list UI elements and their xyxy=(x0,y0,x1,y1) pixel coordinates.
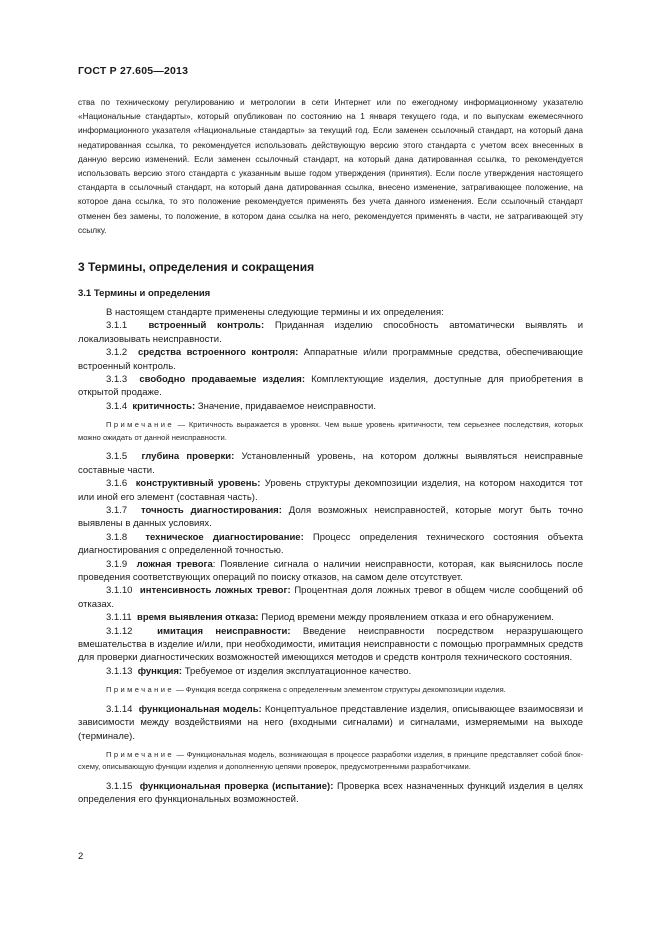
term-number: 3.1.1 xyxy=(106,320,128,332)
document-header: ГОСТ Р 27.605—2013 xyxy=(78,65,189,77)
term-name: имитация неисправности: xyxy=(157,625,291,637)
term-definition: Аппаратные и/или программные средства, обеспечивающие встроенный контроль. xyxy=(78,347,584,372)
term-name: интенсивность ложных тревог: xyxy=(139,585,291,597)
term-number: 3.1.9 xyxy=(106,558,128,570)
term-3-1-2 xyxy=(78,346,583,373)
term-number: 3.1.8 xyxy=(106,531,128,543)
term-3-1-7 xyxy=(78,504,583,531)
term-number: 3.1.5 xyxy=(106,451,128,463)
lead-paragraph: В настоящем стандарте применены следующие термины и их определения: xyxy=(106,307,444,319)
document-body xyxy=(78,95,583,807)
term-name: функциональная проверка (испытание): xyxy=(139,780,334,792)
term-number: 3.1.14 xyxy=(106,703,133,715)
term-definition: Приданная изделию способность автоматически выявлять и локализовывать неисправности. xyxy=(78,320,583,345)
page-number: 2 xyxy=(78,851,84,862)
term-definition: Процентная доля ложных тревог в общем числе сообщений об отказах. xyxy=(78,585,583,610)
term-number: 3.1.2 xyxy=(106,347,128,359)
note-3-1-14 xyxy=(78,749,583,774)
term-definition: Требуемое от изделия эксплуатационное качество. xyxy=(184,665,412,677)
term-definition: Проверка всех назначенных функций изделия в целях определения его функциональных возможностей. xyxy=(78,780,584,806)
term-number: 3.1.12 xyxy=(106,625,133,637)
term-name: свободно продаваемые изделия: xyxy=(139,374,306,386)
term-name: ложная тревога xyxy=(136,558,213,570)
term-number: 3.1.3 xyxy=(106,374,128,386)
term-3-1-6 xyxy=(78,477,583,504)
note-label: Примечание xyxy=(106,685,174,695)
term-number: 3.1.4 xyxy=(106,400,128,412)
term-3-1-14 xyxy=(78,703,583,743)
term-name: время выявления отказа: xyxy=(137,612,259,624)
term-3-1-1 xyxy=(78,319,583,346)
term-definition: Уровень структуры декомпозиции изделия, на котором находится тот или иной его элемент (составная часть). xyxy=(78,478,584,503)
term-definition: Значение, придаваемое неисправности. xyxy=(197,400,376,412)
note-text: — Критичность выражается в уровнях. Чем выше уровень критичности, тем серьезнее последствия, которых можно ожидать от данной неисправности. xyxy=(78,420,583,442)
note-text: — Функция всегда сопряжена с определенным элементом структуры декомпозиции изделия. xyxy=(176,685,506,695)
section-title: 3 Термины, определения и сокращения xyxy=(78,260,315,275)
term-name: точность диагностирования: xyxy=(140,504,282,516)
term-number: 3.1.13 xyxy=(106,665,133,677)
term-name: критичность: xyxy=(132,400,196,412)
note-3-1-13 xyxy=(78,684,583,697)
term-definition: Введение неисправности посредством неразрушающего вмешательства в изделие и/или, при необходимости, имитация неисправности с помощью программных средств для проверки диагностических возможностей имеющихся методов и средств контроля технического состояния. xyxy=(78,625,583,664)
term-definition: Доля возможных неисправностей, которые могут быть точно выявлены в данных условиях. xyxy=(78,504,584,530)
term-definition: Установленный уровень, на котором должны выявляться неисправные составные части. xyxy=(78,451,583,476)
note-label: Примечание xyxy=(106,749,174,759)
term-name: встроенный контроль: xyxy=(148,320,265,332)
term-name: функциональная модель: xyxy=(138,703,262,715)
term-3-1-13 xyxy=(78,665,583,678)
term-3-1-10 xyxy=(78,584,583,611)
term-name: глубина проверки: xyxy=(141,451,235,463)
term-number: 3.1.6 xyxy=(106,478,128,490)
note-label: Примечание xyxy=(106,420,174,430)
note-text: — Функциональная модель, возникающая в процессе разработки изделия, в принципе представляет собой блок-схему, описывающую функции изделия и дополненную цепями проверок, предусмотренными разработчиками. xyxy=(78,749,583,772)
term-number: 3.1.10 xyxy=(106,585,133,597)
term-number: 3.1.7 xyxy=(106,504,128,516)
term-3-1-12 xyxy=(78,625,583,665)
term-name: техническое диагностирование: xyxy=(145,531,304,543)
term-3-1-3 xyxy=(78,373,583,400)
term-3-1-8 xyxy=(78,531,583,558)
note-3-1-4 xyxy=(78,419,583,444)
term-name: функция: xyxy=(137,665,183,677)
subsection-title: 3.1 Термины и определения xyxy=(78,288,211,300)
term-number: 3.1.11 xyxy=(106,612,132,624)
term-3-1-11 xyxy=(78,611,583,624)
term-definition: Период времени между проявлением отказа и его обнаружением. xyxy=(261,612,554,624)
term-3-1-4 xyxy=(78,400,583,413)
term-definition: : Появление сигнала о наличии неисправности, которая, как выяснилось после проведения соответствующих операций по поиску отказов, на самом деле отсутствует. xyxy=(78,558,583,583)
term-definition: Комплектующие изделия, доступные для приобретения в открытой продаже. xyxy=(78,374,583,399)
term-definition: Процесс определения технического состояния объекта диагностирования с определенной точностью. xyxy=(78,531,583,557)
term-name: средства встроенного контроля: xyxy=(137,347,299,359)
term-3-1-15 xyxy=(78,780,583,807)
term-definition: Концептуальное представление изделия, описывающее взаимосвязи и зависимости между воздействиями на него (входными сигналами) и сигналами, измеряемыми на выходе (терминале). xyxy=(78,703,584,742)
term-number: 3.1.15 xyxy=(106,780,133,792)
term-name: конструктивный уровень: xyxy=(135,478,261,490)
term-3-1-9 xyxy=(78,558,583,585)
term-3-1-5 xyxy=(78,450,583,477)
intro-paragraph: ства по техническому регулированию и метрологии в сети Интернет или по ежегодному информационному указателю «Национальные стандарты», который опубликован по состоянию на 1 января текущего года, и по выпускам ежемесячного информационного указателя «Национальные стандарты» за текущий год. Если заменен ссылочный стандарт, на который дана недатированная ссылка, то рекомендуется использовать действующую версию этого стандарта с учетом всех внесенных в данную версию изменений. Если заменен ссылочный стандарт, на который дана датированная ссылка, то рекомендуется использовать версию этого стандарта с указанным выше годом утверждения (принятия). Если после утверждения настоящего стандарта в ссылочный стандарт, на который дана датированная ссылка, внесено изменение, затрагивающее положение, на которое дана ссылка, то это положение рекомендуется применять без учета данного изменения. Если ссылочный стандарт отменен без замены, то положение, в котором дана ссылка на него, рекомендуется применять в части, не затрагивающей эту ссылку. xyxy=(78,97,583,235)
